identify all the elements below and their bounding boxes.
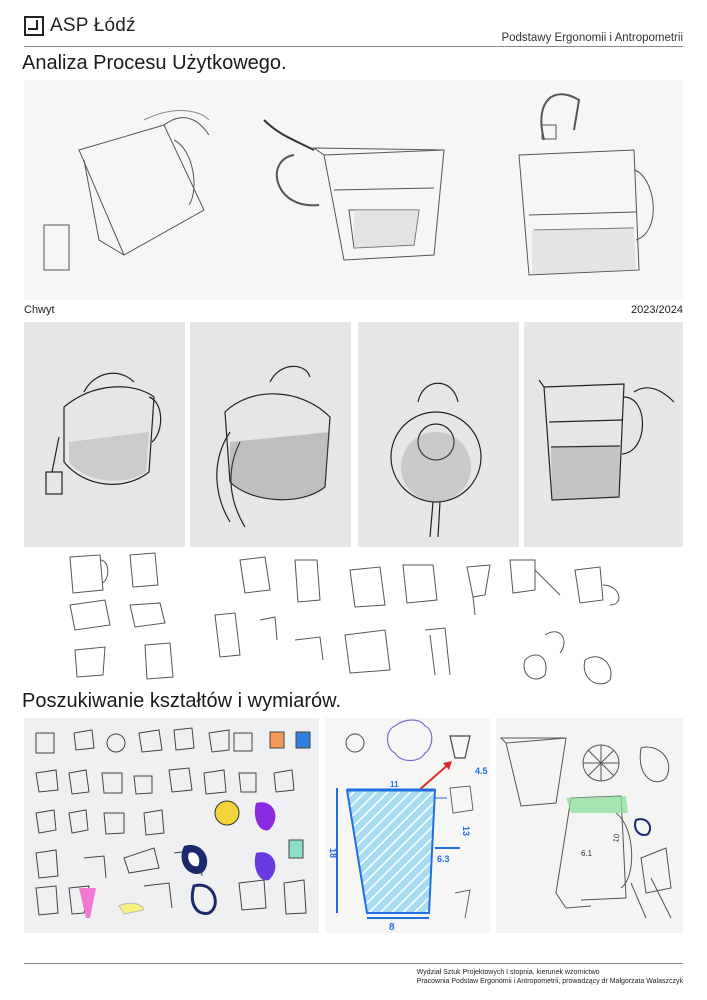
grip-drawing-1	[24, 322, 185, 547]
grip-height-dimension: 10	[611, 833, 622, 844]
grip-drawing-2	[190, 322, 351, 547]
header-divider	[24, 46, 683, 47]
grip-drawing-3	[358, 322, 519, 547]
shape-exploration-drawing	[24, 718, 319, 933]
mid-width-dimension: 6.3	[437, 854, 450, 864]
year-label: 2023/2024	[631, 304, 683, 316]
course-title: Podstawy Ergonomii i Antropometrii	[501, 32, 683, 44]
analysis-title: Analiza Procesu Użytkowego.	[22, 52, 287, 74]
footer	[417, 968, 683, 986]
usage-sketches	[24, 80, 683, 300]
height-dimension: 18	[328, 848, 338, 859]
upper-width-dimension: 11	[390, 780, 399, 789]
splashing-pitcher-drawing	[190, 322, 351, 547]
shapes-title: Poszukiwanie kształtów i wymiarów.	[22, 690, 341, 712]
shape-sketch-grid	[55, 545, 655, 690]
footer-line-2: Pracownia Podstaw Ergonomii i Antropometrii, prowadzący dr Małgorzata Walaszczyk	[416, 978, 683, 985]
grip-width-dimension: 6.1	[581, 849, 593, 858]
footer-divider	[24, 963, 683, 964]
standing-pitcher-drawing	[524, 322, 683, 547]
grip-shape-drawing	[496, 718, 683, 933]
shape-sketch-grid-drawing	[55, 545, 655, 690]
footer-line-1: Wydział Sztuk Projektowych I stopnia, kierunek wzornictwo	[416, 969, 600, 976]
usage-sketches-drawing	[24, 80, 683, 300]
shape-exploration-panel	[24, 718, 319, 933]
top-dimension: 4.5	[475, 766, 488, 776]
logo-text: ASP Łódź	[50, 15, 136, 36]
base-dimension: 8	[389, 922, 395, 933]
dimension-drawing	[325, 718, 490, 933]
grip-label: Chwyt	[24, 304, 55, 316]
dimension-panel	[325, 718, 490, 933]
asp-logo-icon	[24, 16, 44, 36]
side-dimension: 13	[461, 826, 471, 837]
grip-shape-panel	[496, 718, 683, 933]
grip-drawing-4	[524, 322, 683, 547]
pouring-pitcher-drawing	[24, 322, 185, 547]
front-pour-drawing	[358, 322, 519, 547]
